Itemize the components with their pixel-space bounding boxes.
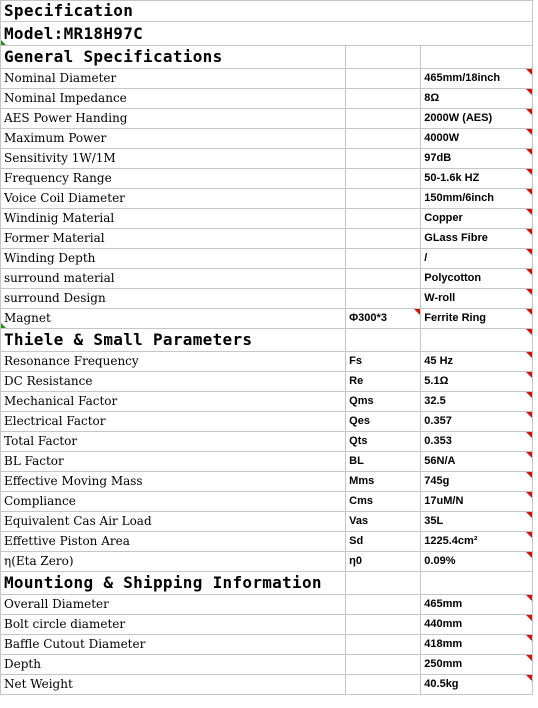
spec-label[interactable]: η(Eta Zero) [1,552,346,572]
section-heading-blank[interactable] [346,46,421,69]
spec-label[interactable]: Sensitivity 1W/1M [1,149,346,169]
spec-symbol[interactable]: Φ300*3 [346,309,421,329]
spec-value[interactable]: W-roll [421,289,533,309]
spec-row [1,492,533,512]
section-header-row [1,572,533,595]
spec-symbol[interactable] [346,149,421,169]
spec-value[interactable]: Copper [421,209,533,229]
spec-label[interactable]: Equivalent Cas Air Load [1,512,346,532]
section-heading[interactable]: Thiele & Small Parameters [1,329,346,352]
spec-symbol[interactable]: Cms [346,492,421,512]
model-name[interactable]: Model:MR18H97C [1,22,533,46]
spec-label[interactable]: BL Factor [1,452,346,472]
spec-row [1,109,533,129]
spec-value[interactable]: 56N/A [421,452,533,472]
spec-row [1,149,533,169]
spec-symbol[interactable] [346,69,421,89]
spec-value[interactable]: 465mm [421,595,533,615]
spec-row [1,69,533,89]
title-row [1,1,533,22]
spec-value[interactable]: 0.353 [421,432,533,452]
spec-row [1,269,533,289]
spec-row [1,655,533,675]
spec-row [1,635,533,655]
spec-value[interactable]: 2000W (AES) [421,109,533,129]
spec-row [1,552,533,572]
spec-label[interactable]: Frequency Range [1,169,346,189]
spec-row [1,209,533,229]
spec-value[interactable]: 745g [421,472,533,492]
section-heading-blank[interactable] [421,572,533,595]
section-heading-blank[interactable] [421,329,533,352]
spec-label[interactable]: Resonance Frequency [1,352,346,372]
spec-label[interactable]: Former Material [1,229,346,249]
spec-value[interactable]: 32.5 [421,392,533,412]
spec-row [1,372,533,392]
spec-row [1,595,533,615]
spec-label[interactable]: Windinig Material [1,209,346,229]
spec-symbol[interactable] [346,229,421,249]
spec-label[interactable]: AES Power Handing [1,109,346,129]
section-heading-blank[interactable] [421,46,533,69]
spec-value[interactable]: 45 Hz [421,352,533,372]
spec-symbol[interactable] [346,269,421,289]
spec-row [1,532,533,552]
spec-symbol[interactable]: BL [346,452,421,472]
spec-symbol[interactable] [346,615,421,635]
spec-value[interactable]: GLass Fibre [421,229,533,249]
spec-label[interactable]: Effective Moving Mass [1,472,346,492]
spec-label[interactable]: Total Factor [1,432,346,452]
spec-label[interactable]: surround material [1,269,346,289]
spec-value[interactable]: 5.1Ω [421,372,533,392]
spec-row [1,309,533,329]
section-header-row [1,329,533,352]
spec-row [1,89,533,109]
spec-row [1,432,533,452]
spec-value[interactable]: 440mm [421,615,533,635]
spec-value[interactable]: Polycotton [421,269,533,289]
spec-symbol[interactable]: η0 [346,552,421,572]
spec-row [1,249,533,269]
spec-row [1,289,533,309]
sheet-title[interactable]: Specification [1,1,533,22]
model-row [1,22,533,46]
spec-label[interactable]: Effettive Piston Area [1,532,346,552]
spec-symbol[interactable] [346,109,421,129]
spec-label[interactable]: Net Weight [1,675,346,695]
spec-row [1,412,533,432]
spec-value[interactable]: 1225.4cm² [421,532,533,552]
spec-value[interactable]: 17uM/N [421,492,533,512]
spec-label[interactable]: Electrical Factor [1,412,346,432]
spec-label[interactable]: Baffle Cutout Diameter [1,635,346,655]
spec-symbol[interactable] [346,249,421,269]
spec-value[interactable]: 150mm/6inch [421,189,533,209]
spec-symbol[interactable] [346,169,421,189]
spec-value[interactable]: Ferrite Ring [421,309,533,329]
spec-symbol[interactable]: Qms [346,392,421,412]
spec-label[interactable]: DC Resistance [1,372,346,392]
spec-symbol[interactable] [346,209,421,229]
spec-row [1,472,533,492]
spec-symbol[interactable] [346,595,421,615]
spec-value[interactable]: 0.09% [421,552,533,572]
spec-symbol[interactable]: Mms [346,472,421,492]
spec-symbol[interactable] [346,129,421,149]
spec-symbol[interactable]: Sd [346,532,421,552]
spec-label[interactable]: Magnet [1,309,346,329]
spec-symbol[interactable] [346,655,421,675]
spec-row [1,392,533,412]
spec-symbol[interactable]: Qts [346,432,421,452]
spec-symbol[interactable]: Re [346,372,421,392]
spec-label[interactable]: Voice Coil Diameter [1,189,346,209]
spec-value[interactable]: 50-1.6k HZ [421,169,533,189]
spec-value[interactable]: 4000W [421,129,533,149]
spec-row [1,169,533,189]
section-heading[interactable]: General Specifications [1,46,346,69]
spec-row [1,129,533,149]
spec-row [1,352,533,372]
spec-value[interactable]: 418mm [421,635,533,655]
spec-value[interactable]: 465mm/18inch [421,69,533,89]
spec-symbol[interactable] [346,675,421,695]
spec-symbol[interactable] [346,189,421,209]
spec-value[interactable]: 97dB [421,149,533,169]
spec-row [1,512,533,532]
spec-symbol[interactable]: Qes [346,412,421,432]
spec-label[interactable]: Mechanical Factor [1,392,346,412]
spec-value[interactable]: 0.357 [421,412,533,432]
spec-label[interactable]: Overall Diameter [1,595,346,615]
section-header-row [1,46,533,69]
section-heading[interactable]: Mountiong & Shipping Information [1,572,346,595]
spec-symbol[interactable] [346,289,421,309]
spec-label[interactable]: Depth [1,655,346,675]
spec-row [1,675,533,695]
spec-symbol[interactable]: Fs [346,352,421,372]
spec-value[interactable]: 250mm [421,655,533,675]
spec-label[interactable]: Winding Depth [1,249,346,269]
spec-label[interactable]: Bolt circle diameter [1,615,346,635]
spec-label[interactable]: surround Design [1,289,346,309]
spec-symbol[interactable]: Vas [346,512,421,532]
spec-value[interactable]: 35L [421,512,533,532]
section-heading-blank[interactable] [346,329,421,352]
spec-row [1,229,533,249]
spec-symbol[interactable] [346,89,421,109]
spec-row [1,615,533,635]
spec-value[interactable]: / [421,249,533,269]
spec-row [1,452,533,472]
spec-label[interactable]: Nominal Diameter [1,69,346,89]
section-heading-blank[interactable] [346,572,421,595]
spec-label[interactable]: Compliance [1,492,346,512]
spec-value[interactable]: 40.5kg [421,675,533,695]
spec-row [1,189,533,209]
spec-value[interactable]: 8Ω [421,89,533,109]
spec-symbol[interactable] [346,635,421,655]
spec-label[interactable]: Maximum Power [1,129,346,149]
spec-label[interactable]: Nominal Impedance [1,89,346,109]
